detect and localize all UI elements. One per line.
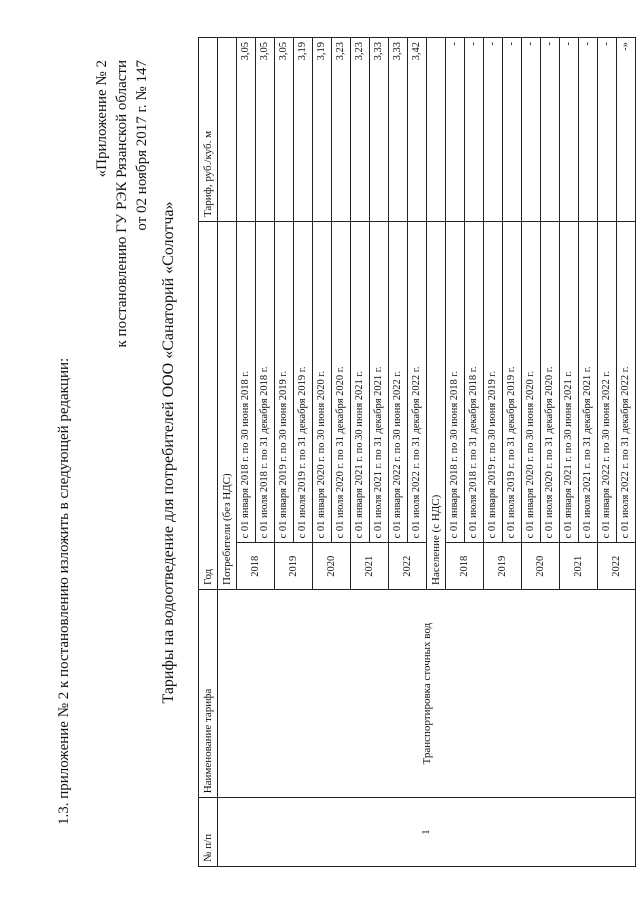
intro-text: 1.3. приложение № 2 к постановлению изложить в следующей редакции: [56, 357, 72, 825]
tariff-value-cell: 3,33 [370, 38, 389, 222]
period-cell: с 01 января 2018 г. по 30 июня 2018 г. [446, 222, 465, 543]
tariff-value-cell: - [503, 38, 522, 222]
year-cell: 2018 [237, 543, 275, 590]
tariff-value-cell: 3,05 [237, 38, 256, 222]
row-number: 1 [218, 798, 636, 867]
period-cell: с 01 июля 2020 г. по 31 декабря 2020 г. [332, 222, 351, 543]
period-cell: с 01 января 2020 г. по 30 июня 2020 г. [522, 222, 541, 543]
document-title: Тарифы на водоотведение для потребителей ООО «Санаторий «Солотча» [160, 201, 177, 704]
year-cell: 2022 [389, 543, 427, 590]
tariff-value-cell: - [446, 38, 465, 222]
tariff-value-cell: 3,05 [275, 38, 294, 222]
header-tariff-name: Наименование тарифа [199, 589, 218, 797]
period-cell: с 01 января 2022 г. по 30 июня 2022 г. [598, 222, 617, 543]
period-cell: с 01 января 2022 г. по 30 июня 2022 г. [389, 222, 408, 543]
tariff-value-cell: 3,19 [294, 38, 313, 222]
header-number: № п/п [199, 798, 218, 867]
period-cell: с 01 июля 2022 г. по 31 декабря 2022 г. [408, 222, 427, 543]
tariff-value-cell: - [541, 38, 560, 222]
tariff-name: Транспортировка сточных вод [218, 589, 636, 797]
period-cell: с 01 января 2021 г. по 30 июня 2021 г. [351, 222, 370, 543]
tariff-value-cell: - [484, 38, 503, 222]
group-label: Население (с НДС) [427, 222, 446, 590]
period-cell: с 01 января 2018 г. по 30 июня 2018 г. [237, 222, 256, 543]
period-cell: с 01 июля 2018 г. по 31 декабря 2018 г. [465, 222, 484, 543]
period-cell: с 01 января 2019 г. по 30 июня 2019 г. [275, 222, 294, 543]
period-cell: с 01 января 2021 г. по 30 июня 2021 г. [560, 222, 579, 543]
tariff-value-cell: - [560, 38, 579, 222]
group-value-cell [427, 38, 446, 222]
year-cell: 2018 [446, 543, 484, 590]
group-value-cell [218, 38, 237, 222]
period-cell: с 01 июля 2021 г. по 31 декабря 2021 г. [579, 222, 598, 543]
tariff-table [198, 37, 636, 867]
year-cell: 2020 [522, 543, 560, 590]
period-cell: с 01 июля 2019 г. по 31 декабря 2019 г. [503, 222, 522, 543]
period-cell: с 01 января 2020 г. по 30 июня 2020 г. [313, 222, 332, 543]
period-cell: с 01 июля 2018 г. по 31 декабря 2018 г. [256, 222, 275, 543]
header-tariff-value: Тариф, руб./куб. м [199, 38, 218, 222]
year-cell: 2022 [598, 543, 636, 590]
period-cell: с 01 июля 2019 г. по 31 декабря 2019 г. [294, 222, 313, 543]
table-body [218, 38, 636, 867]
tariff-value-cell: - [579, 38, 598, 222]
year-cell: 2020 [313, 543, 351, 590]
period-cell: с 01 января 2019 г. по 30 июня 2019 г. [484, 222, 503, 543]
appendix-line-1: «Приложение № 2 [94, 60, 110, 178]
period-cell: с 01 июля 2021 г. по 31 декабря 2021 г. [370, 222, 389, 543]
tariff-value-cell: 3,05 [256, 38, 275, 222]
year-cell: 2019 [275, 543, 313, 590]
year-cell: 2021 [560, 543, 598, 590]
tariff-value-cell: - [522, 38, 541, 222]
tariff-value-cell: 3,23 [332, 38, 351, 222]
tariff-value-cell: 3,42 [408, 38, 427, 222]
appendix-line-3: от 02 ноября 2017 г. № 147 [134, 60, 150, 231]
tariff-value-cell: -» [617, 38, 636, 222]
tariff-value-cell: 3,19 [313, 38, 332, 222]
period-cell: с 01 июля 2022 г. по 31 декабря 2022 г. [617, 222, 636, 543]
appendix-line-2: к постановлению ГУ РЭК Рязанской области [114, 60, 130, 348]
tariff-value-cell: - [465, 38, 484, 222]
header-year: Год [199, 222, 218, 590]
group-row [218, 38, 237, 867]
table-header-row [199, 38, 218, 867]
appendix-block [92, 60, 152, 347]
tariff-value-cell: 3,23 [351, 38, 370, 222]
year-cell: 2019 [484, 543, 522, 590]
period-cell: с 01 июля 2020 г. по 31 декабря 2020 г. [541, 222, 560, 543]
year-cell: 2021 [351, 543, 389, 590]
tariff-value-cell: 3,33 [389, 38, 408, 222]
tariff-value-cell: - [598, 38, 617, 222]
group-label: Потребители (без НДС) [218, 222, 237, 590]
